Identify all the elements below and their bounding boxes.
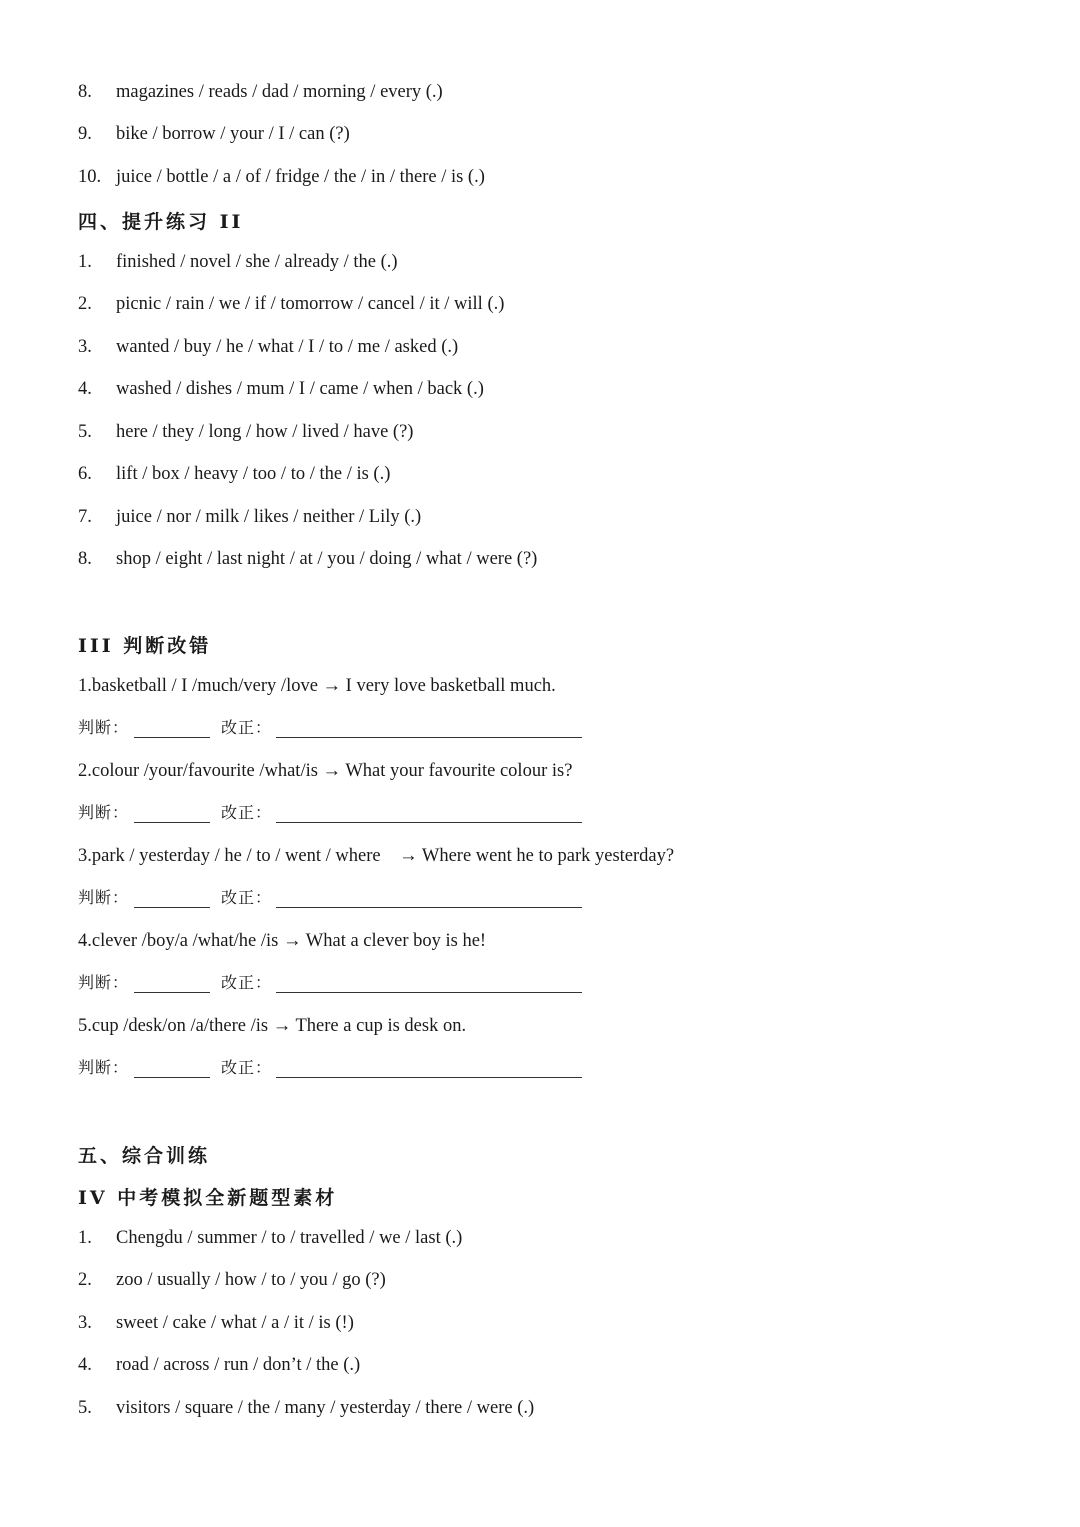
judge-label: 判断： [78,803,130,822]
item-text: juice / nor / milk / likes / neither / Lily (.) [116,507,422,527]
judge-blank[interactable] [134,907,210,908]
sentence-text: 1.basketball / I /much/very /love → I very love basketball much. [78,676,556,696]
correct-label: 改正： [221,803,273,822]
sentence-text: 2.colour /your/favourite /what/is → What your favourite colour is? [78,761,573,781]
section-iv-title: IV 中考模拟全新题型素材 [78,1187,338,1209]
judge-label: 判断： [78,888,130,907]
item-number: 1. [78,1228,92,1248]
correct-label: 改正： [221,888,273,907]
judge-blank[interactable] [134,1077,210,1078]
correct-label: 改正： [221,1058,273,1077]
item-text: wanted / buy / he / what / I / to / me / asked (.) [116,337,459,357]
sentence-text: 3.park / yesterday / he / to / went / where → Where went he to park yesterday? [78,846,675,866]
correct-blank[interactable] [276,1077,582,1078]
item-text: Chengdu / summer / to / travelled / we / last (.) [116,1228,463,1248]
judge-blank[interactable] [134,737,210,738]
item-text: zoo / usually / how / to / you / go (?) [116,1270,386,1290]
item-text: visitors / square / the / many / yesterday / there / were (.) [116,1398,535,1418]
item-number: 6. [78,464,92,484]
item-text: magazines / reads / dad / morning / every (.) [116,82,443,102]
item-number: 10. [78,167,102,187]
item-text: bike / borrow / your / I / can (?) [116,124,350,144]
item-number: 5. [78,422,92,442]
item-text: finished / novel / she / already / the (.) [116,252,398,272]
item-number: 4. [78,1355,92,1375]
item-number: 9. [78,124,92,144]
correct-blank[interactable] [276,992,582,993]
judge-blank[interactable] [134,822,210,823]
item-text: picnic / rain / we / if / tomorrow / cancel / it / will (.) [116,294,505,314]
item-text: here / they / long / how / lived / have (?) [116,422,414,442]
judge-label: 判断： [78,1058,130,1077]
item-number: 3. [78,337,92,357]
item-number: 1. [78,252,92,272]
item-text: juice / bottle / a / of / fridge / the / in / there / is (.) [116,167,485,187]
correct-label: 改正： [221,718,273,737]
item-text: lift / box / heavy / too / to / the / is (.) [116,464,391,484]
correct-blank[interactable] [276,737,582,738]
sentence-text: 4.clever /boy/a /what/he /is → What a clever boy is he! [78,931,487,951]
item-text: road / across / run / don’t / the (.) [116,1355,361,1375]
correct-label: 改正： [221,973,273,992]
section-five-title: 五、综合训练 [78,1145,211,1167]
item-number: 5. [78,1398,92,1418]
correct-blank[interactable] [276,822,582,823]
item-number: 2. [78,294,92,314]
correct-blank[interactable] [276,907,582,908]
item-number: 8. [78,549,92,569]
item-number: 4. [78,379,92,399]
section-three-title: III 判断改错 [78,635,212,657]
item-number: 2. [78,1270,92,1290]
item-text: sweet / cake / what / a / it / is (!) [116,1313,354,1333]
judge-label: 判断： [78,973,130,992]
item-number: 3. [78,1313,92,1333]
item-number: 8. [78,82,92,102]
item-number: 7. [78,507,92,527]
judge-blank[interactable] [134,992,210,993]
item-text: shop / eight / last night / at / you / doing / what / were (?) [116,549,538,569]
sentence-text: 5.cup /desk/on /a/there /is → There a cup is desk on. [78,1016,467,1036]
judge-label: 判断： [78,718,130,737]
item-text: washed / dishes / mum / I / came / when / back (.) [116,379,484,399]
section-four-title: 四、提升练习 II [78,211,244,233]
